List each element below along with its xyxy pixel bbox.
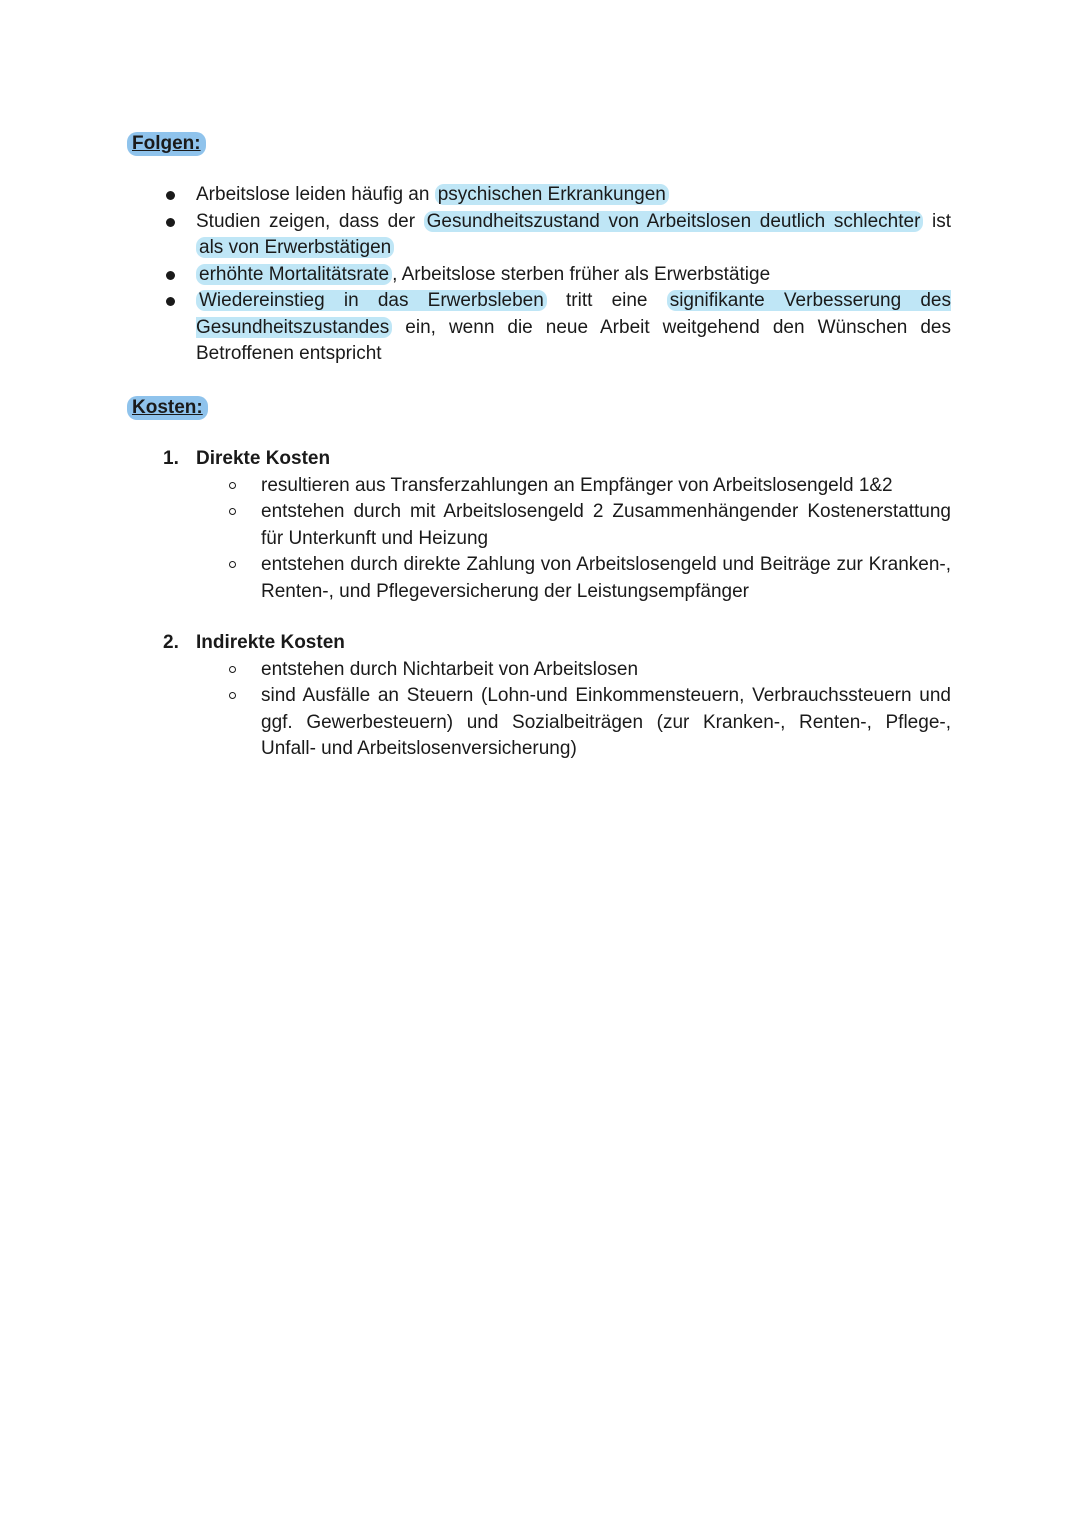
kosten-section-direkte [163, 446, 951, 605]
indirekte-kosten-list [228, 657, 951, 763]
item-text: entstehen durch mit Arbeitslosengeld 2 Zusammenhängender Kostenerstattung für Unterkunft und Heizung [261, 501, 951, 549]
direkte-kosten-list [228, 473, 951, 606]
item-text: , Arbeitslose sterben früher als Erwerbstätige [392, 263, 771, 285]
circle-bullet-icon [229, 692, 236, 699]
item-text: ein, wenn die neue Arbeit weitgehend den Wünschen des Betroffenen entspricht [196, 316, 951, 364]
list-item [228, 657, 951, 684]
highlighted-text: erhöhte Mortalitätsrate [196, 264, 392, 285]
list-item [163, 209, 951, 262]
item-text: Studien zeigen, dass der [196, 210, 424, 232]
circle-bullet-icon [229, 482, 236, 489]
section-title [163, 446, 951, 473]
highlighted-text: signifikante Verbesserung des Gesundheitszustandes [196, 290, 951, 338]
bullet-icon [166, 297, 175, 306]
item-text: entstehen durch direkte Zahlung von Arbeitslosengeld und Beiträge zur Kranken-, Renten-, und Pflegeversicherung der Leistungsempfänger [261, 554, 951, 602]
item-text: entstehen durch Nichtarbeit von Arbeitslosen [261, 658, 639, 680]
highlighted-text: als von Erwerbstätigen [196, 237, 394, 258]
highlighted-text: Wiedereinstieg in das Erwerbsleben [196, 290, 547, 311]
section-title [163, 630, 951, 657]
list-item [228, 683, 951, 763]
list-item [228, 552, 951, 605]
list-item [163, 288, 951, 368]
item-text: resultieren aus Transferzahlungen an Empfänger von Arbeitslosengeld 1&2 [261, 474, 893, 496]
item-text: Arbeitslose leiden häufig an [196, 184, 435, 205]
bullet-icon [166, 271, 175, 280]
list-item [228, 499, 951, 552]
folgen-heading: Folgen: [127, 132, 206, 156]
circle-bullet-icon [229, 508, 236, 515]
item-text: sind Ausfälle an Steuern (Lohn-und Einkommensteuern, Verbrauchssteuern und ggf. Gewerbesteuern) und Sozialbeiträgen (zur Kranken-, Renten-, Pflege-, Unfall- und Arbeitslosenversicherung) [261, 685, 951, 759]
bullet-icon [166, 218, 175, 227]
section-number: 1. [163, 448, 179, 469]
section-title-text: Direkte Kosten [196, 448, 331, 469]
section-title-text: Indirekte Kosten [196, 632, 345, 653]
highlighted-text: Gesundheitszustand von Arbeitslosen deutlich schlechter [424, 211, 924, 232]
list-item [228, 473, 951, 500]
kosten-section-indirekte [163, 630, 951, 763]
list-item [163, 262, 951, 289]
folgen-list [163, 182, 951, 368]
circle-bullet-icon [229, 666, 236, 673]
item-text: ist [923, 210, 952, 232]
bullet-icon [166, 191, 175, 200]
highlighted-text: psychischen Erkrankungen [435, 184, 669, 205]
item-text: tritt eine [546, 290, 667, 311]
circle-bullet-icon [229, 561, 236, 568]
kosten-heading: Kosten: [127, 396, 208, 420]
list-item [163, 182, 951, 209]
section-number: 2. [163, 632, 179, 653]
